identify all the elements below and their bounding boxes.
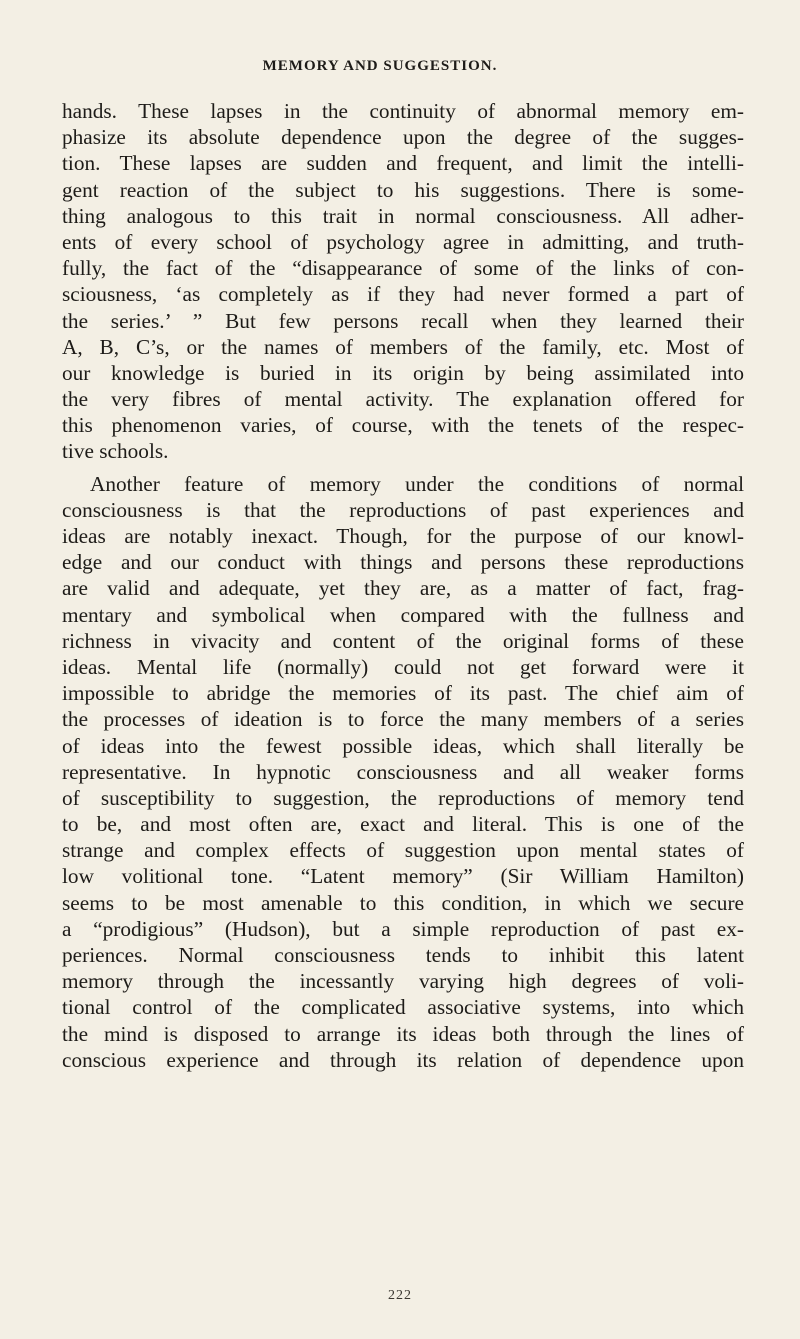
text-line: thing analogous to this trait in normal consciousness. All adher- [62, 203, 744, 228]
text-line: representative. In hypnotic consciousness and all weaker forms [62, 759, 744, 784]
text-line: consciousness is that the reproductions of past experiences and [62, 497, 744, 522]
text-line: gent reaction of the subject to his suggestions. There is some- [62, 177, 744, 202]
text-line: sciousness, ‘as completely as if they had never formed a part of [62, 282, 744, 307]
text-line: are valid and adequate, yet they are, as a matter of fact, frag- [62, 576, 744, 601]
body-text [62, 98, 744, 1073]
text-line: fully, the fact of the “disappearance of some of the links of con- [62, 256, 744, 281]
text-line: of susceptibility to suggestion, the reproductions of memory tend [62, 785, 744, 810]
text-line: our knowledge is buried in its origin by being assimilated into [62, 360, 744, 385]
running-head: MEMORY AND SUGGESTION. [262, 58, 498, 74]
text-line: richness in vivacity and content of the original forms of these [62, 628, 744, 653]
text-line: tional control of the complicated associative systems, into which [62, 995, 744, 1020]
text-line: a “prodigious” (Hudson), but a simple reproduction of past ex- [62, 916, 744, 941]
text-line: periences. Normal consciousness tends to inhibit this latent [62, 943, 744, 967]
text-line: ideas. Mental life (normally) could not get forward were it [62, 654, 744, 679]
text-line: hands. These lapses in the continuity of abnormal memory em- [62, 99, 744, 123]
paragraph [62, 471, 744, 1073]
text-line: mentary and symbolical when compared with the fullness and [62, 602, 744, 627]
text-line: tive schools. [62, 439, 169, 464]
text-line: impossible to abridge the memories of its past. The chief aim of [62, 681, 744, 706]
text-line: conscious experience and through its relation of dependence upon [62, 1047, 744, 1072]
text-line: seems to be most amenable to this condition, in which we secure [62, 890, 744, 915]
text-line: ents of every school of psychology agree in admitting, and truth- [62, 229, 744, 254]
text-line: the mind is disposed to arrange its ideas both through the lines of [62, 1021, 744, 1046]
text-line: of ideas into the fewest possible ideas, which shall literally be [62, 733, 744, 758]
text-line: memory through the incessantly varying high degrees of voli- [62, 969, 744, 994]
text-line: Another feature of memory under the conditions of normal [90, 471, 744, 496]
text-line: to be, and most often are, exact and literal. This is one of the [62, 812, 744, 837]
text-line: the series.’ ” But few persons recall when they learned their [62, 308, 744, 333]
text-line: strange and complex effects of suggestion upon mental states of [62, 838, 744, 863]
page-number: 222 [388, 1288, 412, 1303]
text-line: tion. These lapses are sudden and frequent, and limit the intelli- [62, 151, 744, 176]
paragraph [62, 98, 744, 465]
text-line: the processes of ideation is to force the many members of a series [62, 707, 744, 732]
text-line: this phenomenon varies, of course, with the tenets of the respec- [62, 413, 744, 438]
text-line: edge and our conduct with things and persons these reproductions [62, 550, 744, 575]
text-line: low volitional tone. “Latent memory” (Sir William Hamilton) [62, 864, 744, 889]
text-line: A, B, C’s, or the names of members of the family, etc. Most of [62, 334, 744, 359]
text-line: the very fibres of mental activity. The explanation offered for [62, 387, 744, 412]
text-line: ideas are notably inexact. Though, for the purpose of our knowl- [62, 524, 744, 548]
text-line: phasize its absolute dependence upon the degree of the sugges- [62, 125, 744, 150]
